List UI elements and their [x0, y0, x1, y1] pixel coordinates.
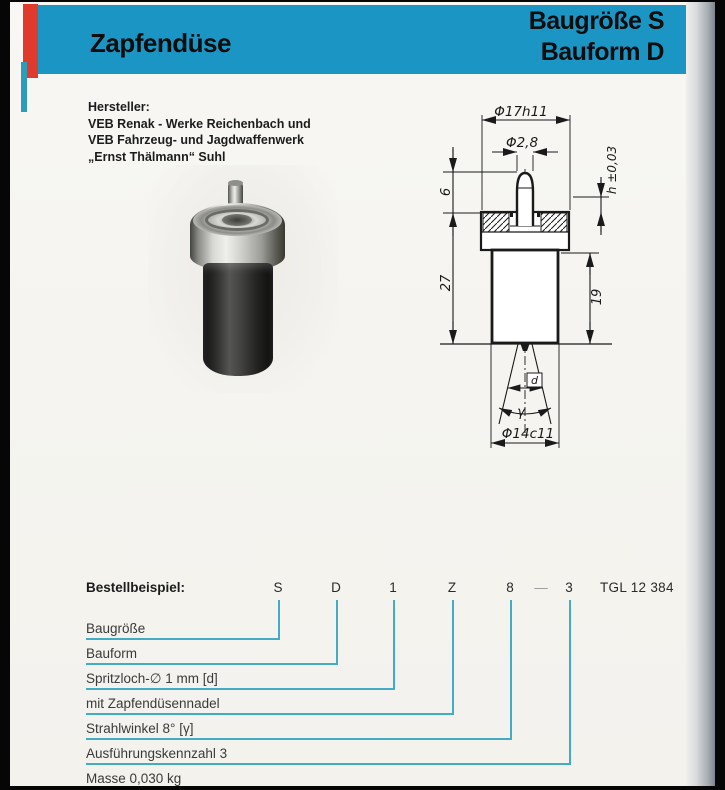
ordering-connector-vline — [452, 600, 454, 715]
ordering-code: S — [273, 580, 283, 595]
photo-pin-cap — [228, 180, 243, 186]
technical-drawing — [425, 85, 635, 460]
size-label: Baugröße S — [528, 7, 664, 35]
ordering-code: 3 — [565, 580, 573, 595]
ordering-connector-hline — [86, 763, 571, 765]
dim-top-diameter: Φ17h11 — [494, 104, 548, 120]
ordering-connector-hline — [86, 738, 512, 740]
manufacturer-line: „Ernst Thälmann“ Suhl — [88, 149, 226, 164]
cyan-edge-mark — [21, 62, 27, 112]
ordering-connector-vline — [393, 600, 395, 690]
standard-number: TGL 12 384 — [600, 580, 674, 595]
manufacturer-line: VEB Fahrzeug- und Jagdwaffenwerk — [88, 133, 305, 147]
dim-pintle-height: 6 — [439, 187, 454, 197]
ordering-connector-vline — [510, 600, 512, 740]
ordering-code: Z — [447, 580, 457, 595]
header-band — [38, 5, 686, 74]
ordering-connector-vline — [278, 600, 280, 640]
ordering-connector-hline — [86, 713, 454, 715]
dim-bottom-diameter: Φ14c11 — [501, 426, 555, 442]
manufacturer-heading: Hersteller: — [88, 100, 150, 114]
dim-protrusion: h ±0,03 — [605, 145, 619, 195]
ordering-row-label: Spritzloch-∅ 1 mm [d] — [86, 671, 218, 686]
dim-pintle-diameter: Φ2,8 — [505, 135, 539, 151]
manufacturer-block — [88, 99, 311, 165]
ordering-code: 1 — [389, 580, 397, 595]
ordering-connector-vline — [336, 600, 338, 665]
ordering-connector-vline — [569, 600, 571, 765]
ordering-example-label: Bestellbeispiel: — [86, 580, 186, 595]
drawing-spray-hole — [521, 344, 530, 351]
ordering-row-label: Masse 0,030 kg — [86, 771, 182, 786]
drawing-hatch-left — [483, 213, 509, 232]
page-title: Zapfendüse — [90, 28, 231, 58]
dim-spray-hole: d — [531, 374, 538, 387]
dim-body-height: 19 — [590, 288, 605, 306]
form-label: Bauform D — [540, 38, 664, 66]
drawing-hatch-right — [541, 213, 567, 232]
header-classification — [529, 6, 664, 68]
ordering-connector-hline — [86, 688, 395, 690]
manufacturer-line: VEB Renak - Werke Reichenbach und — [88, 116, 311, 131]
ordering-row-label: Bauform — [86, 646, 138, 661]
ordering-connector-hline — [86, 638, 280, 640]
ordering-row-label: Strahlwinkel 8° [γ] — [86, 721, 194, 736]
ordering-code-separator: — — [534, 580, 548, 595]
ordering-row-label: Ausführungskennzahl 3 — [86, 746, 228, 761]
photo-nozzle-body — [203, 263, 273, 376]
photo-flange-hub — [222, 214, 252, 226]
dim-spray-angle: γ — [517, 405, 525, 420]
drawing-body — [492, 250, 558, 343]
drawing-pintle — [517, 173, 533, 226]
dim-overall-height: 27 — [439, 274, 454, 292]
ordering-code: 8 — [506, 580, 514, 595]
page-edge-shadow — [686, 2, 715, 786]
catalog-page — [10, 2, 715, 786]
ordering-row-label: Baugröße — [86, 621, 146, 636]
ordering-code: D — [331, 580, 341, 595]
ordering-row-label: mit Zapfendüsennadel — [86, 696, 220, 711]
ordering-connector-hline — [86, 663, 338, 665]
